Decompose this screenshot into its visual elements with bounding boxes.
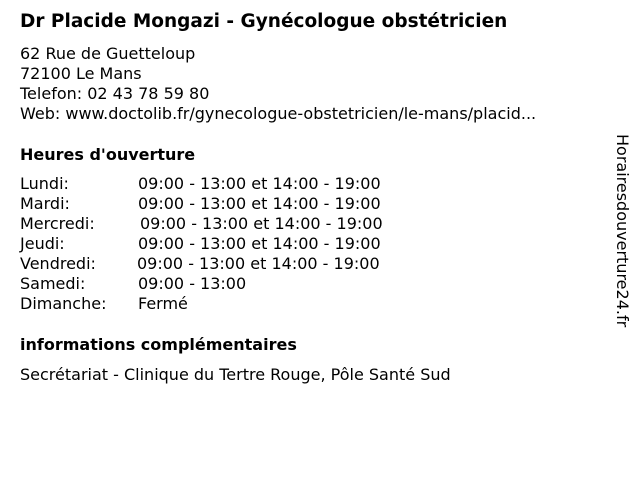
time-value: 09:00 - 13:00 et 14:00 - 19:00 bbox=[140, 214, 383, 233]
additional-info-heading: informations complémentaires bbox=[20, 335, 297, 354]
day-label: Mercredi: bbox=[20, 214, 95, 233]
hours-row-monday bbox=[20, 174, 383, 194]
address-block bbox=[20, 44, 536, 124]
time-value: Fermé bbox=[138, 294, 188, 313]
day-label: Mardi: bbox=[20, 194, 70, 213]
day-label: Jeudi: bbox=[20, 234, 65, 253]
hours-row-sunday bbox=[20, 294, 383, 314]
day-label: Vendredi: bbox=[20, 254, 96, 273]
website-link[interactable]: Web: www.doctolib.fr/gynecologue-obstetricien/le-mans/placid... bbox=[20, 104, 537, 123]
opening-hours-table bbox=[20, 174, 383, 314]
hours-row-friday bbox=[20, 254, 383, 274]
time-value: 09:00 - 13:00 et 14:00 - 19:00 bbox=[138, 194, 381, 213]
day-label: Dimanche: bbox=[20, 294, 107, 313]
day-label: Samedi: bbox=[20, 274, 86, 293]
hours-row-tuesday bbox=[20, 194, 383, 214]
hours-row-thursday bbox=[20, 234, 383, 254]
street-address: 62 Rue de Guetteloup bbox=[20, 44, 196, 63]
page-title: Dr Placide Mongazi - Gynécologue obstétricien bbox=[20, 11, 508, 32]
day-label: Lundi: bbox=[20, 174, 69, 193]
phone-number: Telefon: 02 43 78 59 80 bbox=[20, 84, 210, 103]
site-watermark: Horairesdouverture24.fr bbox=[613, 134, 632, 328]
hours-row-saturday bbox=[20, 274, 383, 294]
hours-row-wednesday bbox=[20, 214, 383, 234]
time-value: 09:00 - 13:00 et 14:00 - 19:00 bbox=[137, 254, 380, 273]
time-value: 09:00 - 13:00 et 14:00 - 19:00 bbox=[138, 174, 381, 193]
city: 72100 Le Mans bbox=[20, 64, 142, 83]
time-value: 09:00 - 13:00 bbox=[138, 274, 247, 293]
opening-hours-heading: Heures d'ouverture bbox=[20, 145, 196, 164]
additional-info-text: Secrétariat - Clinique du Tertre Rouge, Pôle Santé Sud bbox=[20, 365, 451, 384]
time-value: 09:00 - 13:00 et 14:00 - 19:00 bbox=[138, 234, 381, 253]
